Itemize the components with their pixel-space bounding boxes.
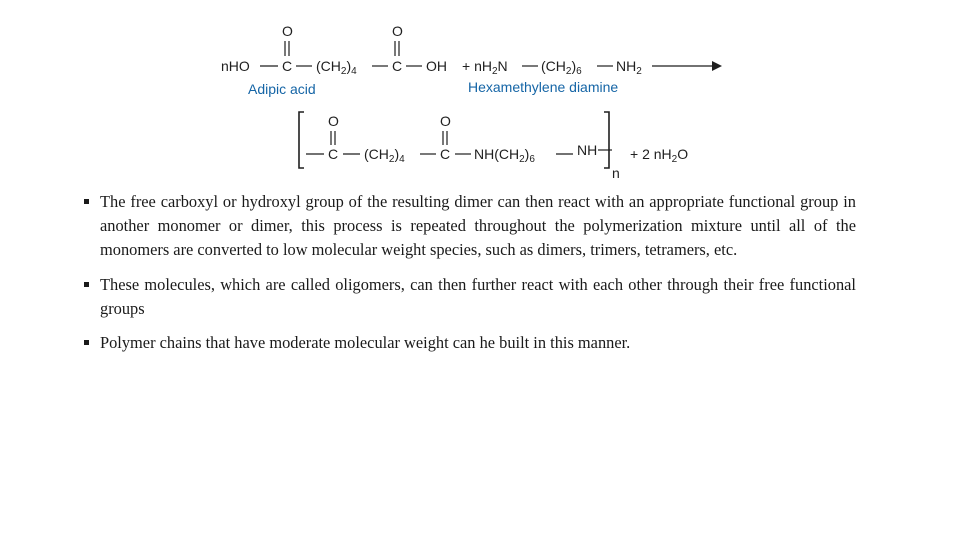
reaction-scheme-drawing	[0, 0, 960, 190]
chem-nho: nHO	[221, 58, 250, 74]
bullet-square-icon	[84, 282, 89, 287]
reaction-scheme	[0, 0, 960, 190]
chem-o3: O	[328, 113, 339, 129]
chem-o2: O	[392, 23, 403, 39]
chem-nh: NH	[577, 142, 598, 158]
bullet-item-2	[84, 273, 856, 321]
adipic-acid-label: Adipic acid	[248, 81, 316, 97]
chem-o4: O	[440, 113, 451, 129]
bullet-square-icon	[84, 199, 89, 204]
bullet-text-1: The free carboxyl or hydroxyl group of the resulting dimer can then react with an appropriate functional group in another monomer or dimer, this process is repeated throughout the polymerization mixture until all of the monomers are converted to low molecular weight species, such as dimers, trimers, tetramers, etc.	[100, 192, 856, 260]
bullet-text-2: These molecules, which are called oligomers, can then further react with each other through their free functional groups	[100, 274, 856, 318]
chem-diamine-head: + $nH_2N$	[462, 58, 508, 77]
reaction-arrow-head	[712, 61, 722, 71]
chem-nh2: $NH_2$	[616, 58, 642, 77]
chem-c1: C	[282, 58, 293, 74]
repeat-n: n	[612, 165, 620, 181]
chem-ch2-group-1: $(CH_2)_4$	[316, 58, 357, 77]
chem-o1: O	[282, 23, 293, 39]
chem-ch2-group-3: $(CH_2)_4$	[364, 146, 405, 165]
bullet-list	[84, 190, 856, 355]
right-bracket	[604, 112, 609, 168]
chem-water: + 2 $nH_2O$	[630, 146, 689, 165]
bullet-text-3: Polymer chains that have moderate molecular weight can he built in this manner.	[100, 333, 631, 353]
hexamethylene-diamine-label: Hexamethylene diamine	[468, 79, 619, 95]
left-bracket	[299, 112, 304, 168]
bullet-square-icon	[84, 340, 89, 345]
chem-ch2-group-2: $(CH_2)_6$	[541, 58, 582, 77]
chem-c2: C	[392, 58, 403, 74]
bullet-item-1	[84, 190, 856, 263]
chem-nh-ch2-group: $NH(CH_2)_6$	[474, 146, 535, 165]
bullet-item-3	[84, 331, 856, 355]
chem-c4: C	[440, 146, 451, 162]
chem-c3: C	[328, 146, 339, 162]
chem-oh: OH	[426, 58, 447, 74]
